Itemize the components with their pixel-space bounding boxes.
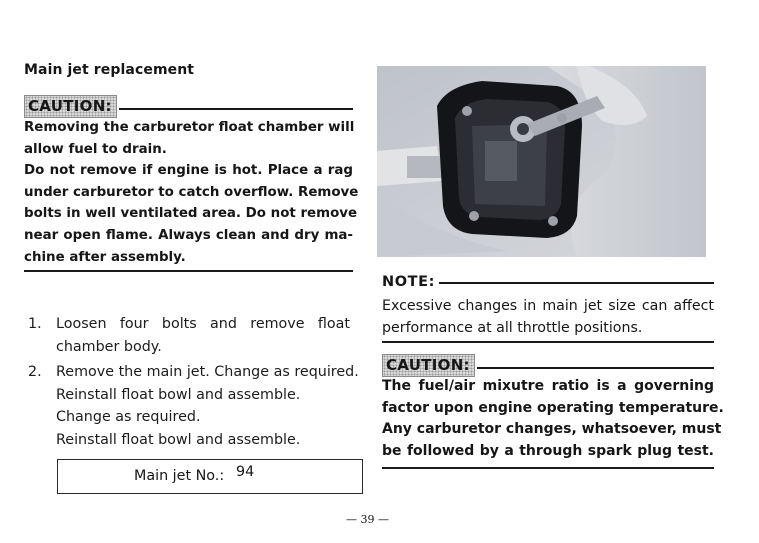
step-line: Remove the main jet. Change as required. [56, 364, 359, 381]
step-line: Reinstall float bowl and assemble. [56, 431, 301, 448]
caution-line: chine after assembly. [24, 249, 186, 265]
caution-line: Removing the carburetor float chamber will [24, 120, 355, 135]
caution-line: factor upon engine operating temperature. [382, 399, 724, 416]
note-line: performance at all throttle positions. [382, 320, 643, 336]
caution-line: under carburetor to catch overflow. Remove [24, 184, 359, 200]
caution-end-rule [24, 270, 353, 272]
carburetor-float-chamber-photo [377, 66, 706, 257]
note-line: Excessive changes in main jet size can affect [382, 298, 714, 314]
caution-line: near open flame. Always clean and dry ma- [24, 227, 353, 243]
main-jet-spec-box [57, 459, 363, 494]
note-end-rule [382, 341, 714, 343]
caution-rule [477, 367, 714, 369]
caution-text-left [24, 117, 359, 268]
step-line: Reinstall float bowl and assemble. [56, 386, 301, 403]
caution-header-left [24, 95, 353, 118]
caution-line: be followed by a through spark plug test. [382, 442, 714, 459]
caution-line: Any carburetor changes, whatsoever, must [382, 421, 722, 437]
caution-text-right [382, 376, 724, 462]
step-line: Change as required. [56, 409, 201, 426]
step-number: 2. [28, 364, 42, 381]
procedure-step [28, 361, 359, 451]
page-number: — 39 — [346, 513, 389, 526]
procedure-steps [28, 313, 359, 452]
caution-line: allow fuel to drain. [24, 141, 167, 157]
main-jet-value: 94 [236, 464, 255, 480]
step-number: 1. [28, 316, 42, 332]
step-line: Loosen four bolts and remove float [56, 316, 350, 332]
photo-illustration [377, 66, 706, 257]
caution-label: CAUTION: [24, 95, 117, 118]
main-jet-label: Main jet No.: [134, 468, 225, 484]
caution-rule [119, 108, 353, 110]
step-line: chamber body. [56, 338, 162, 355]
caution-line: The fuel/air mixutre ratio is a governing [382, 378, 714, 394]
note-header [382, 274, 714, 290]
note-rule [439, 282, 714, 284]
caution-header-right [382, 354, 714, 377]
procedure-step [28, 313, 359, 358]
caution-line: Do not remove if engine is hot. Place a rag [24, 163, 353, 179]
caution-label: CAUTION: [382, 354, 475, 377]
note-text [382, 295, 714, 339]
caution-line: bolts in well ventilated area. Do not remove [24, 206, 358, 222]
caution-right-end-rule [382, 467, 714, 469]
section-title: Main jet replacement [24, 62, 195, 78]
note-label: NOTE: [382, 274, 436, 290]
